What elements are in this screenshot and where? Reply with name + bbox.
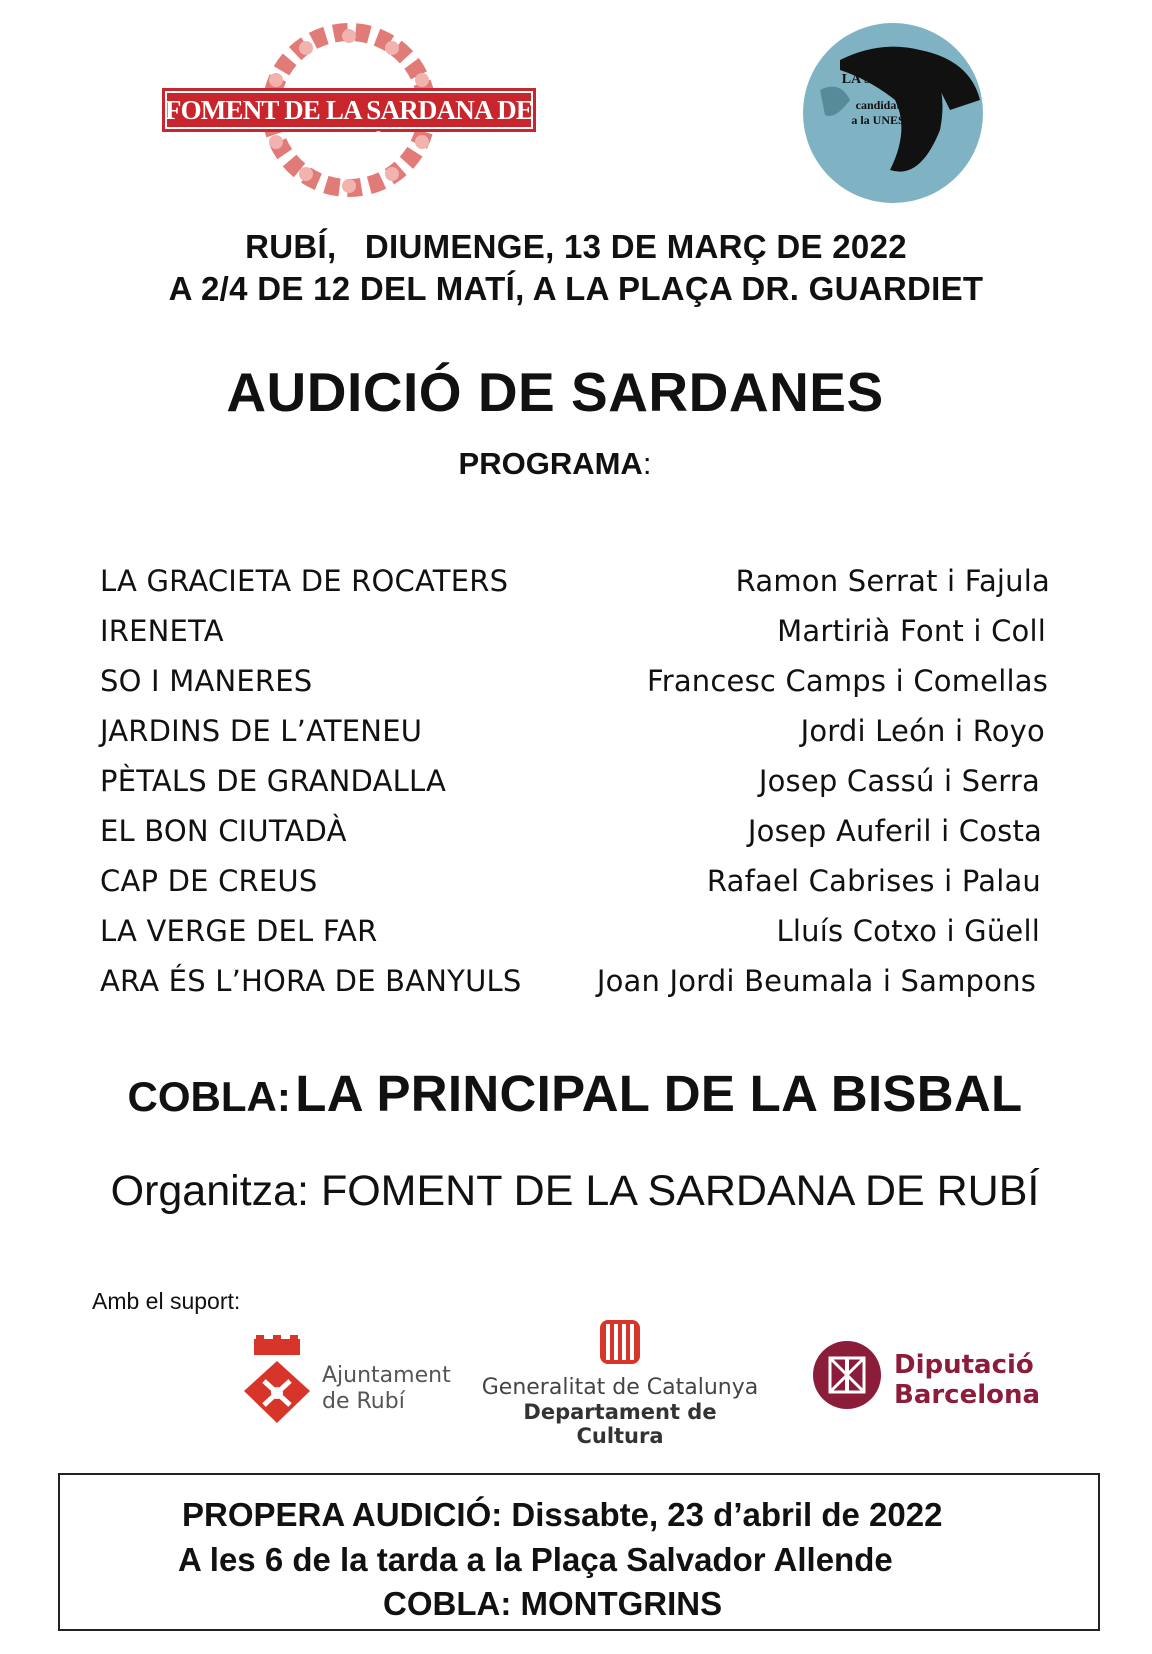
event-date <box>0 228 1152 266</box>
sardana-composer: Ramon Serrat i Fajula <box>735 564 1050 598</box>
program-item <box>100 664 1048 714</box>
ajuntament-line1: Ajuntament <box>322 1363 451 1388</box>
program-label: PROGRAMA <box>458 446 643 481</box>
program-heading <box>0 446 1110 482</box>
diputacio-line1: Diputació <box>894 1350 1034 1380</box>
sardana-title: LA GRACIETA DE ROCATERS <box>100 564 509 598</box>
next-audition-cobla: COBLA: MONTGRINS <box>383 1585 723 1622</box>
page-title: AUDICIÓ DE SARDANES <box>226 361 884 423</box>
program-item <box>100 614 1046 664</box>
sardana-title: SO I MANERES <box>100 664 313 698</box>
program-colon: : <box>642 446 652 481</box>
sardana-composer: Francesc Camps i Comellas <box>646 664 1048 698</box>
sardana-composer: Rafael Cabrises i Palau <box>706 864 1041 898</box>
event-date-text: DIUMENGE, 13 DE MARÇ DE 2022 <box>364 228 907 265</box>
program-item <box>100 564 1050 614</box>
program-item <box>100 914 1040 964</box>
ajuntament-rubi-logo <box>242 1335 452 1425</box>
generalitat-logo <box>480 1320 760 1448</box>
sardana-title: LA VERGE DEL FAR <box>100 914 378 948</box>
program-item <box>100 764 1040 814</box>
program-item <box>100 814 1042 864</box>
diputacio-line2: Barcelona <box>894 1380 1041 1410</box>
program-item <box>100 714 1045 764</box>
sardana-composer: Josep Cassú i Serra <box>758 764 1040 798</box>
sardana-composer: Martirià Font i Coll <box>777 614 1046 648</box>
senyera-icon <box>600 1320 640 1364</box>
next-audition-date: PROPERA AUDICIÓ: Dissabte, 23 d’abril de 2022 <box>182 1496 943 1533</box>
sardana-title: EL BON CIUTADÀ <box>100 814 347 848</box>
sardana-title: PÈTALS DE GRANDALLA <box>100 764 447 798</box>
unesco-line1: LA SARDANA <box>841 72 933 87</box>
event-city: RUBÍ, <box>245 228 337 265</box>
generalitat-line1: Generalitat de Catalunya <box>481 1375 759 1400</box>
unesco-line3: a la UNESCO <box>851 113 923 127</box>
sardana-composer: Jordi León i Royo <box>800 714 1045 748</box>
foment-logo-text: FOMENT DE LA SARDANA DE RUBÍ <box>164 95 534 161</box>
sardana-title: ARA ÉS L’HORA DE BANYULS <box>100 964 522 998</box>
diputacio-barcelona-logo <box>812 1340 1052 1420</box>
next-audition-place: A les 6 de la tarda a la Plaça Salvador Allende <box>178 1541 893 1578</box>
cobla-label: COBLA: <box>127 1073 291 1120</box>
support-label: Amb el suport: <box>92 1288 241 1314</box>
sardana-title: CAP DE CREUS <box>100 864 318 898</box>
generalitat-line2: Departament de Cultura <box>523 1400 717 1448</box>
program-item <box>100 964 1036 1014</box>
diputacio-seal-icon <box>812 1340 882 1410</box>
sardana-composer: Lluís Cotxo i Güell <box>776 914 1040 948</box>
sardana-composer: Joan Jordi Beumala i Sampons <box>596 964 1036 998</box>
organizer: Organitza: FOMENT DE LA SARDANA DE RUBÍ <box>110 1167 1040 1215</box>
program-item <box>100 864 1041 914</box>
unesco-line2: candidatura <box>855 98 919 112</box>
ajuntament-line2: de Rubí <box>322 1389 405 1414</box>
sardana-composer: Josep Auferil i Costa <box>747 814 1042 848</box>
cobla-name: LA PRINCIPAL DE LA BISBAL <box>295 1065 1023 1122</box>
rubi-shield-icon <box>242 1335 312 1425</box>
sardana-title: JARDINS DE L’ATENEU <box>100 714 423 748</box>
unesco-logo <box>800 20 986 206</box>
event-place: A 2/4 DE 12 DEL MATÍ, A LA PLAÇA DR. GUARDIET <box>168 270 984 307</box>
cobla-line <box>0 1064 1150 1123</box>
sardana-title: IRENETA <box>100 614 224 648</box>
foment-logo <box>160 22 538 198</box>
